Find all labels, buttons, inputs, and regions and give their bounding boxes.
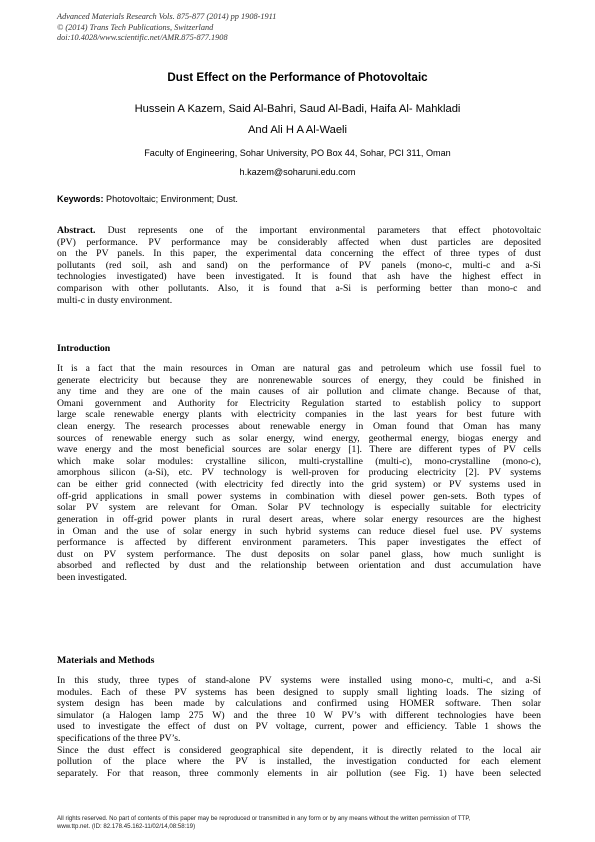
paragraph-line: In this study, three types of stand-alone PV systems were installed using mono-c, multi-c, and a-Si [57, 675, 541, 686]
author-list [60, 99, 535, 140]
abstract-line: (PV) performance. PV performance may be considerably affected when dust particles are deposited [57, 236, 541, 248]
paragraph-line: performance is affected by different environment parameters. This paper investigates the effect of [57, 537, 541, 549]
author-line-1: Hussein A Kazem, Said Al-Bahri, Saud Al-Badi, Haifa Al- Mahkladi [134, 103, 461, 115]
paragraph-line: which make solar modules: crystalline silicon, multi-crystalline (multi-c), mono-crystalline (mono-c), [57, 455, 541, 467]
author-email: h.kazem@soharuni.edu.com [239, 167, 356, 177]
section-heading-introduction: Introduction [57, 343, 111, 354]
abstract-line: multi-c in dusty environment. [57, 294, 173, 306]
keywords-text: Photovoltaic; Environment; Dust. [106, 194, 238, 204]
paragraph-line: modules. Each of these PV systems has been designed to supply small lighting loads. The sizing of [57, 686, 541, 698]
journal-header [57, 12, 276, 44]
paragraph-line: sources of renewable energy such as solar energy, wind energy, geothermal energy, biogas energy and [57, 432, 541, 444]
paragraph-line: Omani government and Authority for Electricity Regulation started to establish policy to support [57, 397, 541, 409]
abstract-line: pollutants (red soil, ash and sand) on the performance of PV panels (mono-c, multi-c and a-Si [57, 259, 541, 271]
affiliation-block [40, 144, 555, 182]
paragraph-line: specifications of the three PV’s. [57, 733, 181, 745]
abstract-line: on the PV panels. In this paper, the experimental data concerning the effect of three types of dust [57, 248, 541, 260]
paragraph-line: generate electricity but because they are nonrenewable sources of energy, they could be finished in [57, 374, 541, 386]
paragraph-line: separately. For that reason, three commonly elements in air pollution (see Fig. 1) have been selected [57, 767, 541, 779]
footer-id: www.ttp.net. (ID: 82.178.45.162-11/02/14,08:58:19) [57, 823, 196, 830]
methods-body [57, 675, 541, 779]
paragraph-line: clean energy. The research processes about renewable energy in Oman found that Oman has many [57, 421, 541, 433]
abstract-line: comparison with other pollutants. Also, it is found that a-Si is performing better than mono-c and [57, 283, 541, 295]
keywords [57, 194, 541, 204]
paragraph-line: amorphous silicon (a-Si), etc. PV technology is well-proven for producing electricity [2]. PV systems [57, 467, 541, 479]
abstract [57, 225, 541, 306]
paragraph-line: pollution of the place where the PV is installed, the investigation conducted for each element [57, 756, 541, 768]
copyright-footer [57, 815, 547, 831]
paragraph-line: It is a fact that the main resources in Oman are natural gas and petroleum which use fossil fuel to [57, 363, 541, 374]
paragraph-line: off-grid applications in small power systems in combination with diesel power gen-sets. Both types of [57, 490, 541, 502]
paper-title: Dust Effect on the Performance of Photovoltaic [167, 71, 428, 84]
abstract-line: technologies investigated) have been investigated. It is found that ash have the highest effect in [57, 271, 541, 283]
footer-rights: All rights reserved. No part of contents of this paper may be reproduced or transmitted in any form or by any means without the written permission of TTP, [57, 815, 471, 822]
paragraph-line: generation in off-grid power plants in rural desert areas, where solar energy resources are the highest [57, 513, 541, 525]
doi-line: doi:10.4028/www.scientific.net/AMR.875-877.1908 [57, 33, 228, 43]
copyright-line: © (2014) Trans Tech Publications, Switzerland [57, 22, 214, 32]
abstract-label: Abstract. [57, 225, 96, 236]
author-line-2: And Ali H A Al-Waeli [247, 123, 348, 136]
affiliation: Faculty of Engineering, Sohar University, PO Box 44, Sohar, PCI 311, Oman [144, 148, 451, 158]
paragraph-line: large scale renewable energy plants with electricity companies in the last years for best future with [57, 409, 541, 421]
paragraph-line: used to investigate the effect of dust on PV voltage, current, power and efficiency. Table 1 shows the [57, 721, 541, 733]
paragraph-line: solar PV system are relevant for Oman. Solar PV technology is especially suitable for electricity [57, 502, 541, 514]
abstract-line: Abstract. Dust represents one of the important environmental parameters that effect photovoltaic [57, 225, 541, 236]
paragraph-line: in Oman and the use of solar energy in such hybrid systems can reduce diesel fuel use. PV systems [57, 525, 541, 537]
keywords-label: Keywords: [57, 194, 104, 204]
journal-citation: Advanced Materials Research Vols. 875-877 (2014) pp 1908-1911 [57, 12, 277, 21]
paragraph-line: Since the dust effect is considered geographical site dependent, it is directly related to the local air [57, 744, 541, 756]
paragraph-line: any time and they are one of the main causes of air pollution and climate change. Because of that, [57, 386, 541, 398]
paragraph-line: wave energy and the most beneficial sources are solar energy [1]. There are different types of PV cells [57, 444, 541, 456]
paragraph-line: dust on PV system performance. The dust deposits on solar panel glass, how much sunlight is [57, 548, 541, 560]
section-heading-methods: Materials and Methods [57, 655, 155, 666]
paragraph-line: can be either grid connected (with electricity fed directly into the grid system) or PV systems used in [57, 479, 541, 491]
paragraph-line: simulator (a Halogen lamp 275 W) and the three 10 W PV’s with different technologies have been [57, 709, 541, 721]
paragraph-line: been investigated. [57, 571, 127, 583]
paragraph-line: system design has been made by calculations and confirmed using HOMER software. Then solar [57, 698, 541, 710]
paragraph-line: absorbed and reflected by dust and the relationship between orientation and dust accumulation have [57, 560, 541, 572]
introduction-body [57, 363, 541, 584]
